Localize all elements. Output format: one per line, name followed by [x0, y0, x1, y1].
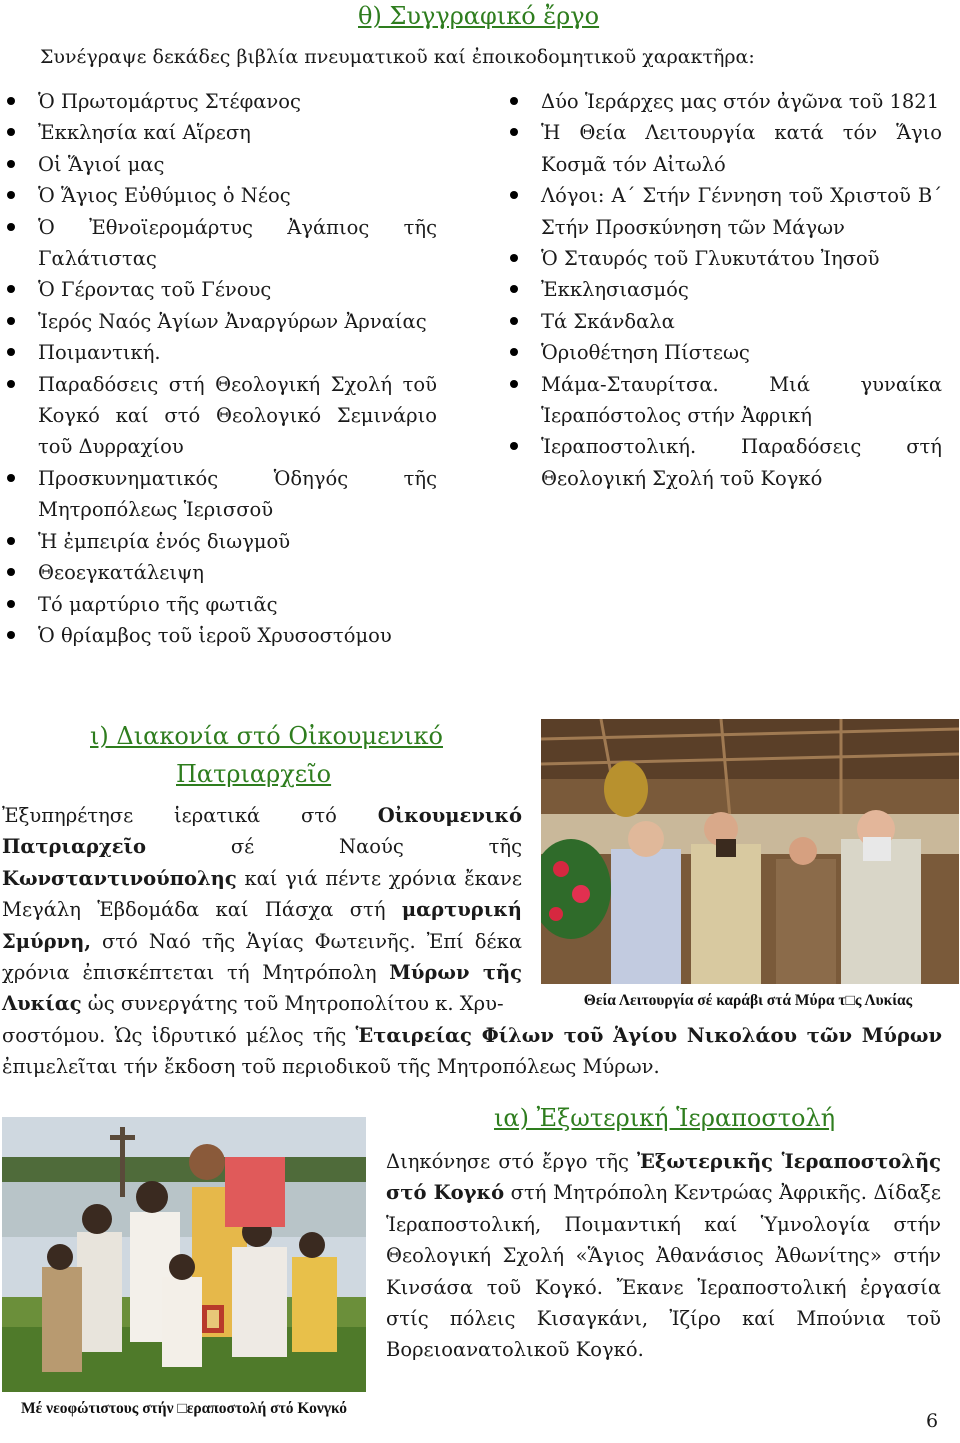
book-item: Θεοεγκατάλειψη: [2, 557, 437, 588]
book-item: Ὁ Γέροντας τοῦ Γένους: [2, 274, 437, 305]
book-item: Ἡ ἐμπειρία ἑνός διωγμοῦ: [2, 526, 437, 557]
patriarchate-paragraph: Ἐξυπηρέτησε ἱερατικά στό Οἰκουμενικό Πατριαρχεῖο σέ Ναούς τῆς Κωνσταντινούπολης καί γιά πέντε χρόνια ἔκανε Μεγάλη Ἑβδομάδα καί Πάσχα στή μαρτυρική Σμύρνη, στό Ναό τῆς Ἁγίας Φωτεινῆς. Ἐπί δέκα χρόνια ἐπισκέπτεται τή Μητρόπολη Μύρων τῆς Λυκίας ὡς συνεργάτης τοῦ Μητροπολίτου κ. Χρυ-: [2, 804, 523, 1016]
book-item: Ἱεραποστολική. Παραδόσεις στή Θεολογική Σχολή τοῦ Κογκό: [505, 431, 942, 494]
book-item: Ἡ Θεία Λειτουργία κατά τόν Ἅγιο Κοσμᾶ τόν Αἰτωλό: [505, 117, 942, 180]
liturgy-ship-caption: Θεία Λειτουργία σέ καράβι στά Μύρα τ□ς Λυκίας: [583, 992, 913, 1009]
liturgy-ship-photo: [541, 719, 959, 984]
book-item: Τό μαρτύριο τῆς φωτιᾶς: [2, 589, 437, 620]
page-number: 6: [926, 1410, 939, 1432]
book-item: Ἐκκλησιασμός: [505, 274, 942, 305]
writings-intro: Συνέγραψε δεκάδες βιβλία πνευματικοῦ καί ἐποικοδομητικοῦ χαρακτῆρα:: [40, 46, 755, 68]
book-item: Προσκυνηματικός Ὁδηγός τῆς Μητροπόλεως Ἱερισσοῦ: [2, 463, 437, 526]
book-item: Παραδόσεις στή Θεολογική Σχολή τοῦ Κογκό καί στό Θεολογικό Σεμινάριο τοῦ Δυρραχίου: [2, 369, 437, 463]
book-item: Τά Σκάνδαλα: [505, 306, 942, 337]
book-item: Ὁριοθέτηση Πίστεως: [505, 337, 942, 368]
mission-congo-photo: [2, 1117, 366, 1392]
book-item: Ὁ Ἅγιος Εὐθύμιος ὁ Νέος: [2, 180, 437, 211]
book-item: Ποιμαντική.: [2, 337, 437, 368]
books-list-left: [2, 86, 437, 651]
book-item: Ὁ Πρωτομάρτυς Στέφανος: [2, 86, 437, 117]
book-item: Δύο Ἱεράρχες μας στόν ἀγῶνα τοῦ 1821: [505, 86, 942, 117]
book-item: Μάμα-Σταυρίτσα. Μιά γυναίκα Ἱεραπόστολος στήν Ἀφρική: [505, 369, 942, 432]
book-item: Ὁ Ἐθνοϊερομάρτυς Ἀγάπιος τῆς Γαλάτιστας: [2, 212, 437, 275]
book-item: Ὁ Σταυρός τοῦ Γλυκυτάτου Ἰησοῦ: [505, 243, 942, 274]
patriarchate-paragraph-continued: σοστόμου. Ὡς ἱδρυτικό μέλος τῆς Ἑταιρείας Φίλων τοῦ Ἁγίου Νικολάου τῶν Μύρων ἐπιμελεῖται τήν ἔκδοση τοῦ περιοδικοῦ τῆς Μητροπόλεως Μύρων.: [2, 1024, 942, 1079]
books-list-right: [505, 86, 942, 494]
section-heading-writings: θ) Συγγραφικό ἔργο: [358, 2, 600, 30]
mission-congo-caption: Μέ νεοφώτιστους στήν □εραποστολή στό Κονγκό: [21, 1400, 347, 1417]
book-item: Ἐκκλησία καί Αἵρεση: [2, 117, 437, 148]
section-heading-patriarchate-line2: Πατριαρχεῖο: [176, 760, 332, 788]
book-item: Οἱ Ἅγιοί μας: [2, 149, 437, 180]
section-heading-patriarchate: ι) Διακονία στό Οἰκουμενικό: [90, 722, 443, 750]
section-heading-mission: ια) Ἐξωτερική Ἱεραποστολή: [494, 1104, 836, 1132]
book-item: Λόγοι: Α΄ Στήν Γέννηση τοῦ Χριστοῦ Β΄ Στήν Προσκύνηση τῶν Μάγων: [505, 180, 942, 243]
mission-paragraph: Διηκόνησε στό ἔργο τῆς Ἐξωτερικῆς Ἱεραποστολῆς στό Κογκό στή Μητρόπολη Κεντρώας Ἀφρικῆς. Δίδαξε Ἱεραποστολική, Ποιμαντική καί Ὑμνολογία στήν Θεολογική Σχολή «Ἅγιος Ἀθανάσιος Ἀθωνίτης» στήν Κινσάσα τοῦ Κογκό. Ἔκανε Ἱεραποστολική ἐργασία στίς πόλεις Κισαγκάνι, Ἰζίρο καί Μπούνια τοῦ Βορειοανατολικοῦ Κογκό.: [386, 1150, 941, 1362]
book-item: Ὁ θρίαμβος τοῦ ἱεροῦ Χρυσοστόμου: [2, 620, 437, 651]
book-item: Ἱερός Ναός Ἁγίων Ἀναργύρων Ἀρναίας: [2, 306, 437, 337]
